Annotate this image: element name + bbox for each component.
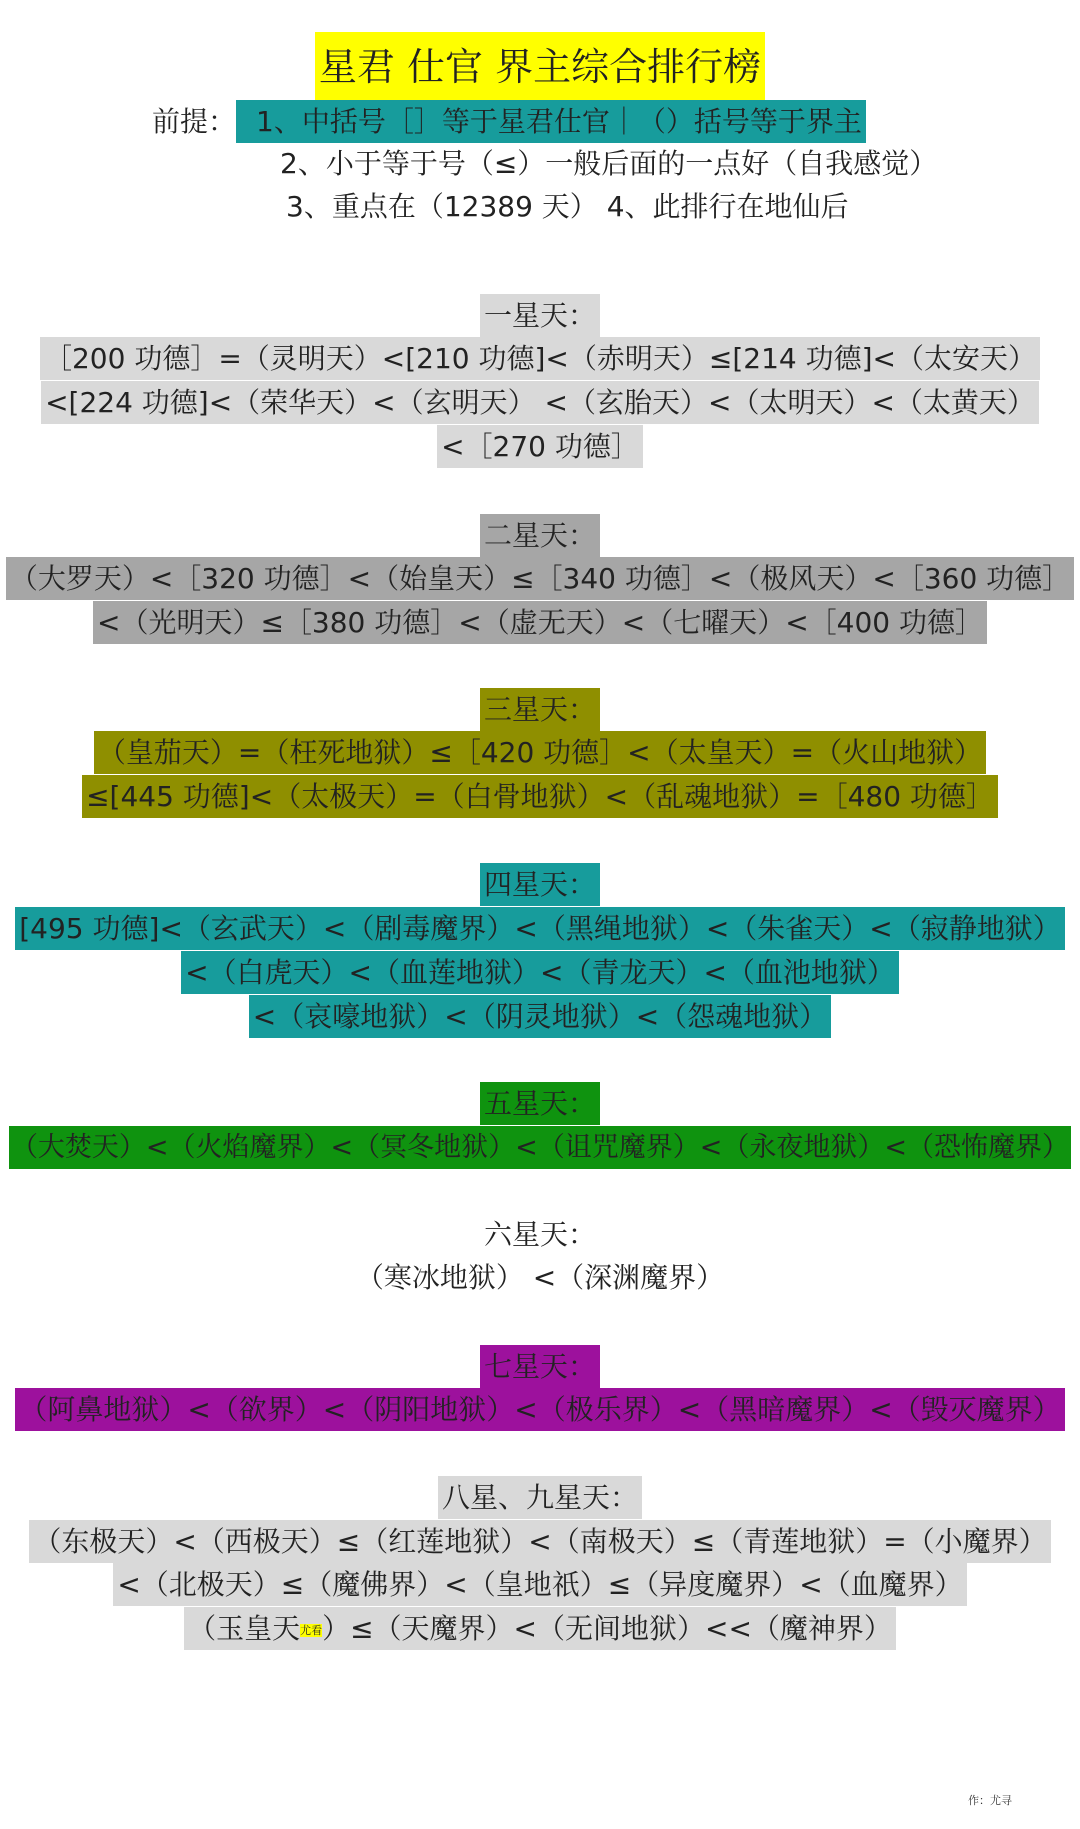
- section-2-line-2: <（光明天）≤［380 功德］<（虚无天）<（七曜天）<［400 功德］: [93, 601, 987, 644]
- section-8-line-1-row: [0, 1520, 1080, 1563]
- section-5-line-1: （大焚天）<（火焰魔界）<（冥冬地狱）<（诅咒魔界）<（永夜地狱）<（恐怖魔界）: [9, 1126, 1071, 1169]
- author-credit: 作：尤寻: [968, 1794, 1012, 1807]
- section-3-line-1: （皇茄天）=（枉死地狱）≤［420 功德］<（太皇天）=（火山地狱）: [94, 731, 986, 774]
- premise-line-2: 2、小于等于号（≤）一般后面的一点好（自我感觉）: [280, 147, 938, 180]
- section-5-line-1-row: [0, 1126, 1080, 1169]
- section-6-line-1-row: [0, 1256, 1080, 1299]
- section-6-line-1: （寒冰地狱） <（深渊魔界）: [355, 1261, 725, 1294]
- section-4-line-2: <（白虎天）<（血莲地狱）<（青龙天）<（血池地狱）: [181, 951, 899, 994]
- section-1-header: 一星天：: [480, 294, 600, 337]
- section-1-line-2: <[224 功德]<（荣华天）<（玄明天） <（玄胎天）<（太明天）<（太黄天）: [41, 381, 1039, 424]
- section-3-line-1-row: [0, 731, 1080, 774]
- section-4-line-3: <（哀嚎地狱）<（阴灵地狱）<（怨魂地狱）: [249, 995, 831, 1038]
- section-2-line-1-row: [0, 557, 1080, 600]
- section-8-header: 八星、九星天：: [438, 1476, 642, 1519]
- section-4-line-1-row: [0, 907, 1080, 950]
- section-4-line-2-row: [0, 951, 1080, 994]
- section-3-line-2: ≤[445 功德]<（太极天）=（白骨地狱）<（乱魂地狱）=［480 功德］: [82, 775, 998, 818]
- section-8-line-1: （东极天）<（西极天）≤（红莲地狱）<（南极天）≤（青莲地狱）=（小魔界）: [29, 1520, 1050, 1563]
- section-8-line-3-part-b: ）≤（天魔界）<（无间地狱）<<（魔神界）: [322, 1612, 892, 1645]
- section-8-line-3-part-a: （玉皇天: [188, 1612, 301, 1645]
- section-7-line-1: （阿鼻地狱）<（欲界）<（阴阳地狱）<（极乐界）<（黑暗魔界）<（毁灭魔界）: [15, 1388, 1064, 1431]
- premise-line-3: 3、重点在（12389 天） 4、此排行在地仙后: [286, 190, 849, 223]
- title-row: [0, 32, 1080, 102]
- section-6-header: 六星天：: [483, 1218, 596, 1251]
- premise-prefix: 前提：: [152, 105, 237, 138]
- premise-row-2: [276, 142, 941, 185]
- section-7-line-1-row: [0, 1388, 1080, 1431]
- section-4-line-3-row: [0, 995, 1080, 1038]
- section-2-line-2-row: [0, 601, 1080, 644]
- section-6-header-row: [0, 1213, 1080, 1256]
- section-4-line-1: [495 功德]<（玄武天）<（剧毒魔界）<（黑绳地狱）<（朱雀天）<（寂静地狱）: [15, 907, 1065, 950]
- section-1-line-1: ［200 功德］=（灵明天）<[210 功德]<（赤明天）≤[214 功德]<（太安天）: [40, 337, 1040, 380]
- section-5-header: 五星天：: [480, 1082, 600, 1125]
- section-3-header-row: [0, 688, 1080, 731]
- page-title: 星君 仕官 界主综合排行榜: [315, 32, 765, 102]
- section-4-header: 四星天：: [480, 863, 600, 906]
- premise-line-1: 1、中括号［］等于星君仕官｜（）括号等于界主: [236, 100, 866, 143]
- section-7-header: 七星天：: [480, 1345, 600, 1388]
- section-7-header-row: [0, 1345, 1080, 1388]
- section-8-line-3: [184, 1607, 896, 1650]
- section-2-line-1: （大罗天）<［320 功德］<（始皇天）≤［340 功德］<（极风天）<［360 功德］: [6, 557, 1074, 600]
- section-4-header-row: [0, 863, 1080, 906]
- section-8-line-2-row: [0, 1563, 1080, 1606]
- section-2-header: 二星天：: [480, 514, 600, 557]
- annotation-mark: 尤看: [300, 1623, 323, 1637]
- section-3-header: 三星天：: [480, 688, 600, 731]
- section-5-header-row: [0, 1082, 1080, 1125]
- premise-row-1: [152, 100, 866, 143]
- section-1-line-1-row: [0, 337, 1080, 380]
- premise-row-3: [282, 185, 853, 228]
- section-8-line-3-row: [0, 1607, 1080, 1650]
- section-1-line-3: <［270 功德］: [437, 425, 643, 468]
- section-1-line-3-row: [0, 425, 1080, 468]
- section-8-line-2: <（北极天）≤（魔佛界）<（皇地祇）≤（异度魔界）<（血魔界）: [113, 1563, 966, 1606]
- section-3-line-2-row: [0, 775, 1080, 818]
- section-1-line-2-row: [0, 381, 1080, 424]
- section-1-header-row: [0, 294, 1080, 337]
- section-2-header-row: [0, 514, 1080, 557]
- section-8-header-row: [0, 1476, 1080, 1519]
